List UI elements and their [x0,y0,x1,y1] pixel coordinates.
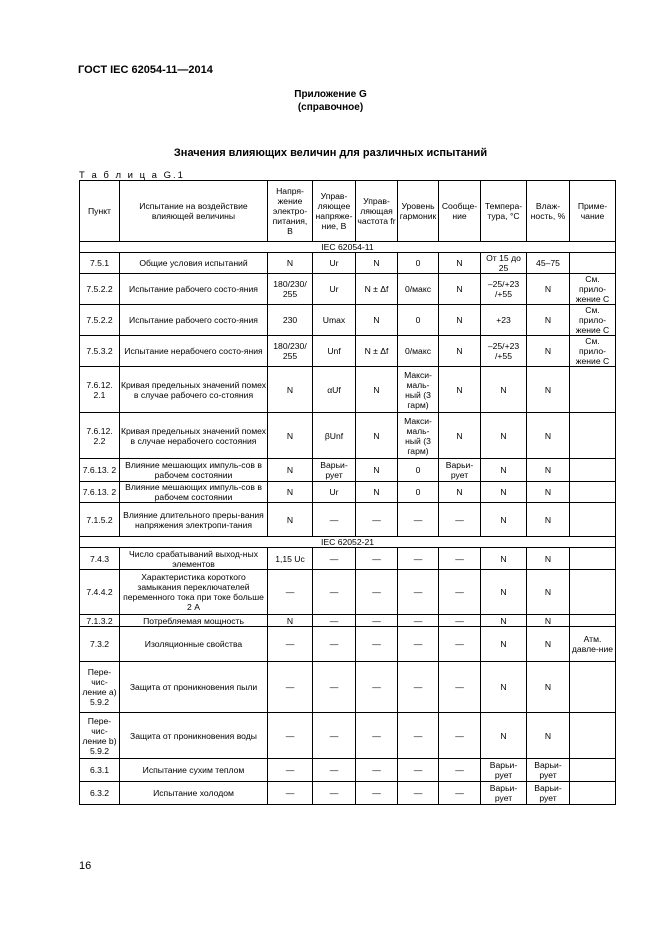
table-cell: 7.4.4.2 [80,570,120,615]
table-cell: — [268,627,313,662]
table-cell [570,253,616,274]
table-cell: N [268,459,313,482]
table-cell: — [398,713,439,759]
table-cell: Варьи-рует [481,782,527,805]
table-cell: Влияние мешающих импуль-сов в рабочем состоянии [120,482,268,503]
table-row [80,627,616,662]
table-cell: — [356,662,398,713]
table-cell: N [527,548,570,570]
appendix-title: Приложение G [294,89,367,100]
table-cell: — [313,782,356,805]
table-cell: 230 [268,305,313,336]
table-cell: –25/+23 /+55 [481,274,527,305]
table-cell: N [439,305,481,336]
table-cell: — [439,615,481,627]
table-row [80,570,616,615]
page-number: 16 [79,860,92,872]
table-cell: N [439,413,481,459]
table-cell: N [356,459,398,482]
table-cell: Варьи-рует [313,459,356,482]
table-cell: 6.3.1 [80,759,120,782]
table-cell: — [268,570,313,615]
table-cell: N [527,274,570,305]
table-cell: Umax [313,305,356,336]
table-cell: N [481,503,527,537]
table-cell: — [439,548,481,570]
table-row [80,274,616,305]
table-cell: Кривая предельных значений помех в случае рабочего со-стояния [120,367,268,413]
table-header-row [80,181,616,242]
table-row [80,662,616,713]
table-cell: N [527,662,570,713]
table-cell: — [398,503,439,537]
table-cell: Unf [313,336,356,367]
table-cell [570,662,616,713]
table-cell: — [398,627,439,662]
table-cell: N [268,253,313,274]
table-title: Значения влияющих величин для различных испытаний [173,147,488,159]
table-cell: — [439,782,481,805]
section-title: IEC 62054-11 [80,242,616,253]
table-row [80,336,616,367]
table-cell: 45–75 [527,253,570,274]
table-cell: N [481,548,527,570]
table-cell: Варьи-рует [527,782,570,805]
table-row [80,459,616,482]
table-cell: Общие условия испытаний [120,253,268,274]
table-cell: — [356,548,398,570]
table-cell: N [268,503,313,537]
column-header: Управ-ляющая частота fr [356,181,398,242]
table-cell: N [481,627,527,662]
table-cell: 7.1.5.2 [80,503,120,537]
table-cell: 0/макс [398,336,439,367]
table-cell: 7.5.1 [80,253,120,274]
table-cell: Атм. давле-ние [570,627,616,662]
table-cell [570,548,616,570]
table-cell: См. прило-жение C [570,274,616,305]
table-cell: Варьи-рует [439,459,481,482]
table-cell: — [313,615,356,627]
table-cell [570,713,616,759]
table-cell: N [268,413,313,459]
column-header: Напря-жение электро-питания, В [268,181,313,242]
table-cell: — [268,759,313,782]
table-cell: N [439,253,481,274]
table-row [80,413,616,459]
table-cell: — [439,503,481,537]
table-cell: — [398,662,439,713]
table-cell: 7.5.3.2 [80,336,120,367]
table-cell: 7.5.2.2 [80,305,120,336]
table-cell: — [313,662,356,713]
column-header: Сообще-ние [439,181,481,242]
table-cell: — [439,662,481,713]
table-cell [570,782,616,805]
table-cell: Испытание нерабочего состо-яния [120,336,268,367]
table-cell: αUf [313,367,356,413]
table-cell: N [268,367,313,413]
table-caption: Т а б л и ц а G.1 [79,170,185,181]
table-cell: N [481,482,527,503]
table-cell: 0 [398,253,439,274]
table-cell: — [356,759,398,782]
table-cell: — [398,570,439,615]
table-cell: — [313,503,356,537]
table-cell [570,570,616,615]
table-cell: N [481,662,527,713]
table-cell: N [527,570,570,615]
table-row [80,367,616,413]
table-cell: Пере-чис-ление b) 5.9.2 [80,713,120,759]
table-cell: N [527,713,570,759]
table-cell: N [356,482,398,503]
table-cell: Защита от проникновения пыли [120,662,268,713]
table-cell: — [439,570,481,615]
table-cell: Макси-маль-ный (3 гарм) [398,367,439,413]
table-cell: — [313,713,356,759]
column-header: Испытание на воздействие влияющей величины [120,181,268,242]
table-cell: N [481,367,527,413]
table-cell: 7.3.2 [80,627,120,662]
table-cell: N [527,367,570,413]
table-cell: См. прило-жение C [570,336,616,367]
table-cell: N [356,305,398,336]
table-cell [570,482,616,503]
table-cell: N [527,413,570,459]
table-cell: — [398,615,439,627]
table-cell: N [439,274,481,305]
table-cell: — [356,782,398,805]
table-cell: Влияние мешающих импуль-сов в рабочем состоянии [120,459,268,482]
table-cell: — [268,782,313,805]
table-cell: 7.5.2.2 [80,274,120,305]
table-row [80,482,616,503]
table-cell: Изоляционные свойства [120,627,268,662]
table-row [80,713,616,759]
table-cell: –25/+23 /+55 [481,336,527,367]
table-cell: Защита от проникновения воды [120,713,268,759]
table-cell: — [439,627,481,662]
column-header: Пункт [80,181,120,242]
table-cell: 7.6.12. 2.2 [80,413,120,459]
table-cell: N [527,627,570,662]
table-cell [570,759,616,782]
table-cell: 7.6.13. 2 [80,482,120,503]
table-cell: — [313,570,356,615]
table-cell: Характеристика короткого замыкания переключателей переменного тока при токе больше 2 А [120,570,268,615]
table-cell: 7.1.3.2 [80,615,120,627]
table-cell: — [268,662,313,713]
table-cell: N [481,413,527,459]
table-cell: От 15 до 25 [481,253,527,274]
table-cell: Варьи-рует [527,759,570,782]
section-row [80,537,616,548]
table-cell: N [527,305,570,336]
section-title: IEC 62052-21 [80,537,616,548]
table-cell: Испытание холодом [120,782,268,805]
document-header: ГОСТ IEC 62054-11—2014 [78,64,213,76]
table-cell: N [268,482,313,503]
table-cell: 180/230/ 255 [268,336,313,367]
table-cell: 7.4.3 [80,548,120,570]
table-row [80,782,616,805]
table-body [80,242,616,805]
table-cell: N [481,459,527,482]
table-cell: Кривая предельных значений помех в случае нерабочего состояния [120,413,268,459]
table-cell: — [313,548,356,570]
table-cell: Ur [313,253,356,274]
column-header: Темпера-тура, °C [481,181,527,242]
table-cell: 0/макс [398,274,439,305]
table-cell: N [439,367,481,413]
appendix-subtitle: (справочное) [297,102,364,113]
table-cell: — [398,548,439,570]
table-cell: N [481,615,527,627]
column-header: Приме-чание [570,181,616,242]
table-cell [570,413,616,459]
section-row [80,242,616,253]
table-cell: +23 [481,305,527,336]
table-cell: 1,15 Uc [268,548,313,570]
table-cell: Испытание рабочего состо-яния [120,274,268,305]
table-cell: 0 [398,482,439,503]
appendix-heading [0,88,661,114]
table-row [80,615,616,627]
table-cell: βUnf [313,413,356,459]
table-cell: Потребляемая мощность [120,615,268,627]
table-cell: — [356,503,398,537]
table-cell: N ± Δf [356,274,398,305]
table-cell: См. прило-жение C [570,305,616,336]
table-cell: — [439,713,481,759]
table-cell: Испытание сухим теплом [120,759,268,782]
table-cell [570,459,616,482]
table-cell: N [481,713,527,759]
table-cell: 6.3.2 [80,782,120,805]
table-cell: — [398,782,439,805]
table-cell: N [356,413,398,459]
table-cell: Влияние длительного преры-вания напряжения электропи-тания [120,503,268,537]
table-row [80,548,616,570]
table-cell: N [268,615,313,627]
column-header: Уровень гармоник [398,181,439,242]
table-cell: — [356,713,398,759]
table-cell: Варьи-рует [481,759,527,782]
table-cell: N [439,336,481,367]
table-cell: — [313,759,356,782]
table-cell [570,367,616,413]
table-cell: N [481,570,527,615]
table-cell [570,615,616,627]
table-cell: — [439,759,481,782]
table-cell: 180/230/ 255 [268,274,313,305]
table-cell: — [356,570,398,615]
table-row [80,503,616,537]
table-cell: Пере-чис-ление а) 5.9.2 [80,662,120,713]
table-row [80,305,616,336]
table-cell: N [527,615,570,627]
table-cell: Ur [313,482,356,503]
table-cell: 7.6.12. 2.1 [80,367,120,413]
table-cell: Испытание рабочего состо-яния [120,305,268,336]
column-header: Влаж-ность, % [527,181,570,242]
table-cell: Число срабатываний выход-ных элементов [120,548,268,570]
table-cell: — [398,759,439,782]
table-cell: 0 [398,459,439,482]
table-row [80,759,616,782]
table-cell: 0 [398,305,439,336]
table-cell: Ur [313,274,356,305]
table-cell: — [268,713,313,759]
influence-quantities-table [79,180,616,805]
table-cell: N [527,336,570,367]
table-cell: N [527,503,570,537]
table-cell: N [527,459,570,482]
table-cell: N [439,482,481,503]
table-cell: N ± Δf [356,336,398,367]
column-header: Управ-ляющее напряже-ние, В [313,181,356,242]
table-cell: — [356,615,398,627]
table-cell: N [356,253,398,274]
table-row [80,253,616,274]
table-cell: N [356,367,398,413]
table-cell [570,503,616,537]
table-cell: — [313,627,356,662]
table-cell: — [356,627,398,662]
table-cell: N [527,482,570,503]
table-cell: Макси-маль-ный (3 гарм) [398,413,439,459]
table-cell: 7.6.13. 2 [80,459,120,482]
